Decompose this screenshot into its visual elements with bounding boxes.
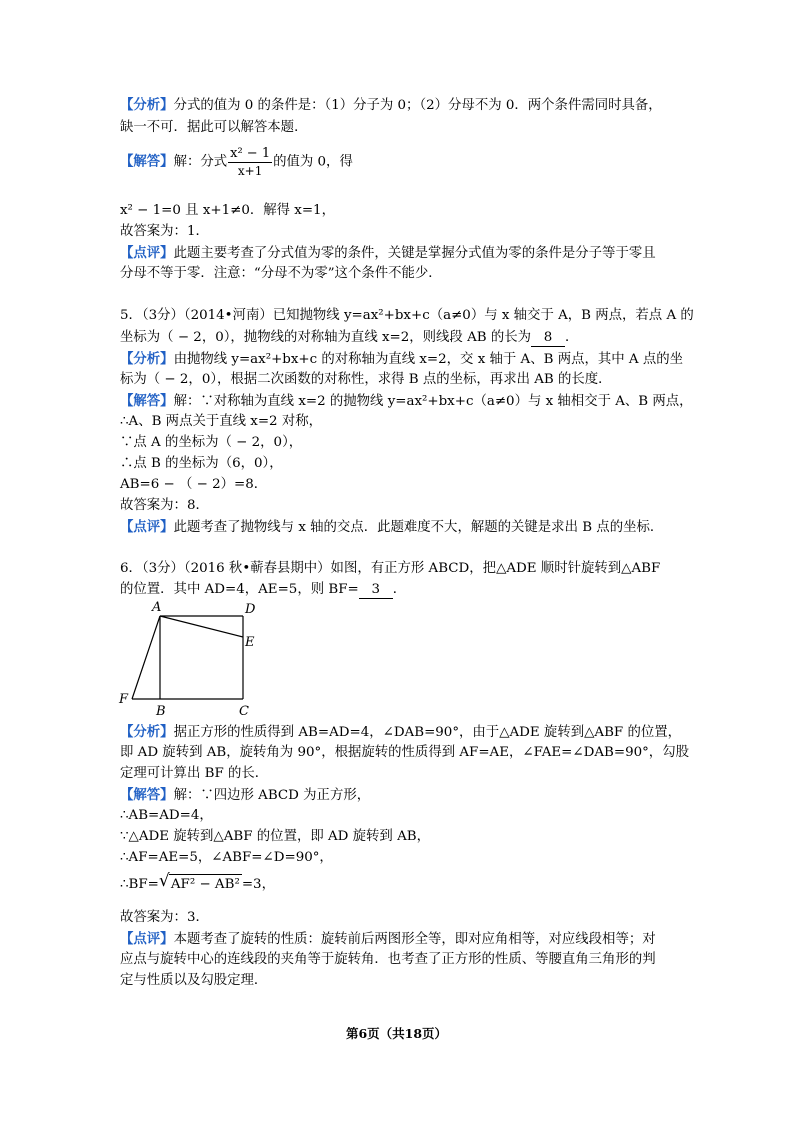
comment-line (120, 264, 442, 284)
square-rotation-figure (112, 596, 272, 720)
label-F: F (119, 692, 129, 707)
segment-AF (132, 616, 160, 699)
comment-text: 此题考查了抛物线与 x 轴的交点．此题难度不大，解题的关键是求出 B 点的坐标． (173, 520, 664, 535)
answer-blank: 8 (531, 330, 565, 347)
analysis-text: 由抛物线 y=ax²+bx+c 的对称轴为直线 x=2，交 x 轴于 A、B 两点，其中 A 点的坐 (173, 352, 684, 367)
answer-line-fraction (120, 145, 353, 179)
label-E: E (245, 635, 255, 650)
question-5-stem (120, 328, 578, 348)
comment-tag: 【点评】 (120, 245, 174, 261)
answer-line: AB=6 − （ − 2）=8． (120, 477, 268, 492)
comment-line: 应点与旋转中心的连线段的夹角等于旋转角．也考查了正方形的性质、等腰直角三角形的判 (120, 952, 656, 967)
question-5-stem: 5．（3分）（2014•河南）已知抛物线 y=ax²+bx+c（a≠0）与 x 轴交于 A，B 两点，若点 A 的 (120, 308, 694, 323)
answer-line: ∴点 B 的坐标为（6，0）， (120, 456, 283, 471)
comment-text: 分母不等于零．注意：“分母不为零”这个条件不能少． (120, 266, 442, 281)
analysis-text: 据正方形的性质得到 AB=AD=4，∠DAB=90°，由于△ADE 旋转到△ABF 的位置， (173, 725, 682, 740)
answer-text: =3， (241, 877, 275, 892)
label-A: A (152, 600, 162, 615)
answer-line (120, 391, 693, 412)
question-6-stem: 6．（3分）（2016 秋•蕲春县期中）如图，有正方形 ABCD，把△ADE 顺时针旋转到△ABF (120, 561, 661, 576)
comment-line (120, 243, 656, 264)
answer-line: ∵点 A 的坐标为（ − 2，0）， (120, 435, 303, 450)
answer-line (120, 785, 370, 806)
answer-text: 的值为 0，得 (273, 154, 353, 170)
comment-line (120, 929, 656, 950)
square-root (158, 871, 242, 895)
analysis-line (120, 118, 307, 138)
analysis-line: 定理可计算出 BF 的长． (120, 766, 269, 781)
question-text: 坐标为（ − 2，0），抛物线的对称轴为直线 x=2，则线段 AB 的长为 (120, 330, 532, 345)
analysis-text: 缺一不可．据此可以解答本题． (120, 120, 308, 135)
analysis-line (120, 95, 662, 116)
question-text: ． (565, 330, 579, 345)
answer-line: ∴AB=AD=4， (120, 808, 213, 823)
answer-tag: 【解答】 (120, 787, 174, 803)
answer-text: 解：分式 (173, 154, 228, 170)
comment-tag: 【点评】 (120, 519, 174, 535)
analysis-line (120, 349, 683, 370)
label-C: C (239, 704, 249, 719)
analysis-tag: 【分析】 (120, 97, 174, 113)
analysis-text: 分式的值为 0 的条件是：（1）分子为 0；（2）分母不为 0．两个条件需同时具备， (173, 98, 662, 113)
comment-text: 本题考查了旋转的性质：旋转前后两图形全等，即对应角相等，对应线段相等；对 (173, 932, 656, 947)
question-text: ． (392, 582, 407, 597)
radicand: AF² − AB² (169, 874, 242, 895)
result-line: 故答案为：8． (120, 498, 209, 513)
fraction-numerator: x² − 1 (230, 146, 271, 161)
radical-sign: √ (158, 871, 170, 891)
result-line: 故答案为：3． (120, 910, 209, 925)
analysis-line (120, 722, 681, 743)
answer-text: 解：∵对称轴为直线 x=2 的抛物线 y=ax²+bx+c（a≠0）与 x 轴相交于 A、B 两点， (173, 394, 693, 409)
comment-line (120, 517, 663, 538)
question-text: 的位置．其中 AD=4，AE=5，则 BF= (120, 582, 359, 597)
answer-blank: 3 (359, 582, 393, 599)
comment-line: 定与性质以及勾股定理． (120, 973, 268, 988)
answer-line: ∴A、B 两点关于直线 x=2 对称， (120, 414, 322, 429)
answer-line: ∴AF=AE=5，∠ABF=∠D=90°， (120, 850, 333, 865)
analysis-tag: 【分析】 (120, 351, 174, 367)
answer-line-sqrt (120, 871, 275, 895)
solution-step: x² − 1=0 且 x+1≠0．解得 x=1， (120, 203, 335, 218)
comment-text: 此题主要考查了分式值为零的条件，关键是掌握分式值为零的条件是分子等于零且 (173, 246, 656, 261)
answer-text: 解：∵四边形 ABCD 为正方形， (173, 788, 371, 803)
label-D: D (245, 602, 256, 617)
answer-tag: 【解答】 (120, 393, 174, 409)
result-line: 故答案为：1． (120, 224, 209, 239)
answer-line: ∵△ADE 旋转到△ABF 的位置，即 AD 旋转到 AB， (120, 829, 430, 844)
analysis-line: 标为（ − 2，0），根据二次函数的对称性，求得 B 点的坐标，再求出 AB 的长度． (120, 372, 612, 387)
segment-AE (160, 616, 243, 637)
fraction (228, 145, 272, 179)
analysis-line: 即 AD 旋转到 AB，旋转角为 90°，根据旋转的性质得到 AF=AE，∠FAE=∠DAB=90°，勾股 (120, 745, 689, 760)
analysis-tag: 【分析】 (120, 724, 174, 740)
comment-tag: 【点评】 (120, 931, 174, 947)
answer-tag: 【解答】 (120, 153, 174, 170)
label-B: B (156, 704, 166, 719)
fraction-denominator: x+1 (237, 164, 263, 178)
page-footer: 第6页（共18页） (345, 1026, 448, 1041)
answer-text: ∴BF= (120, 877, 159, 892)
